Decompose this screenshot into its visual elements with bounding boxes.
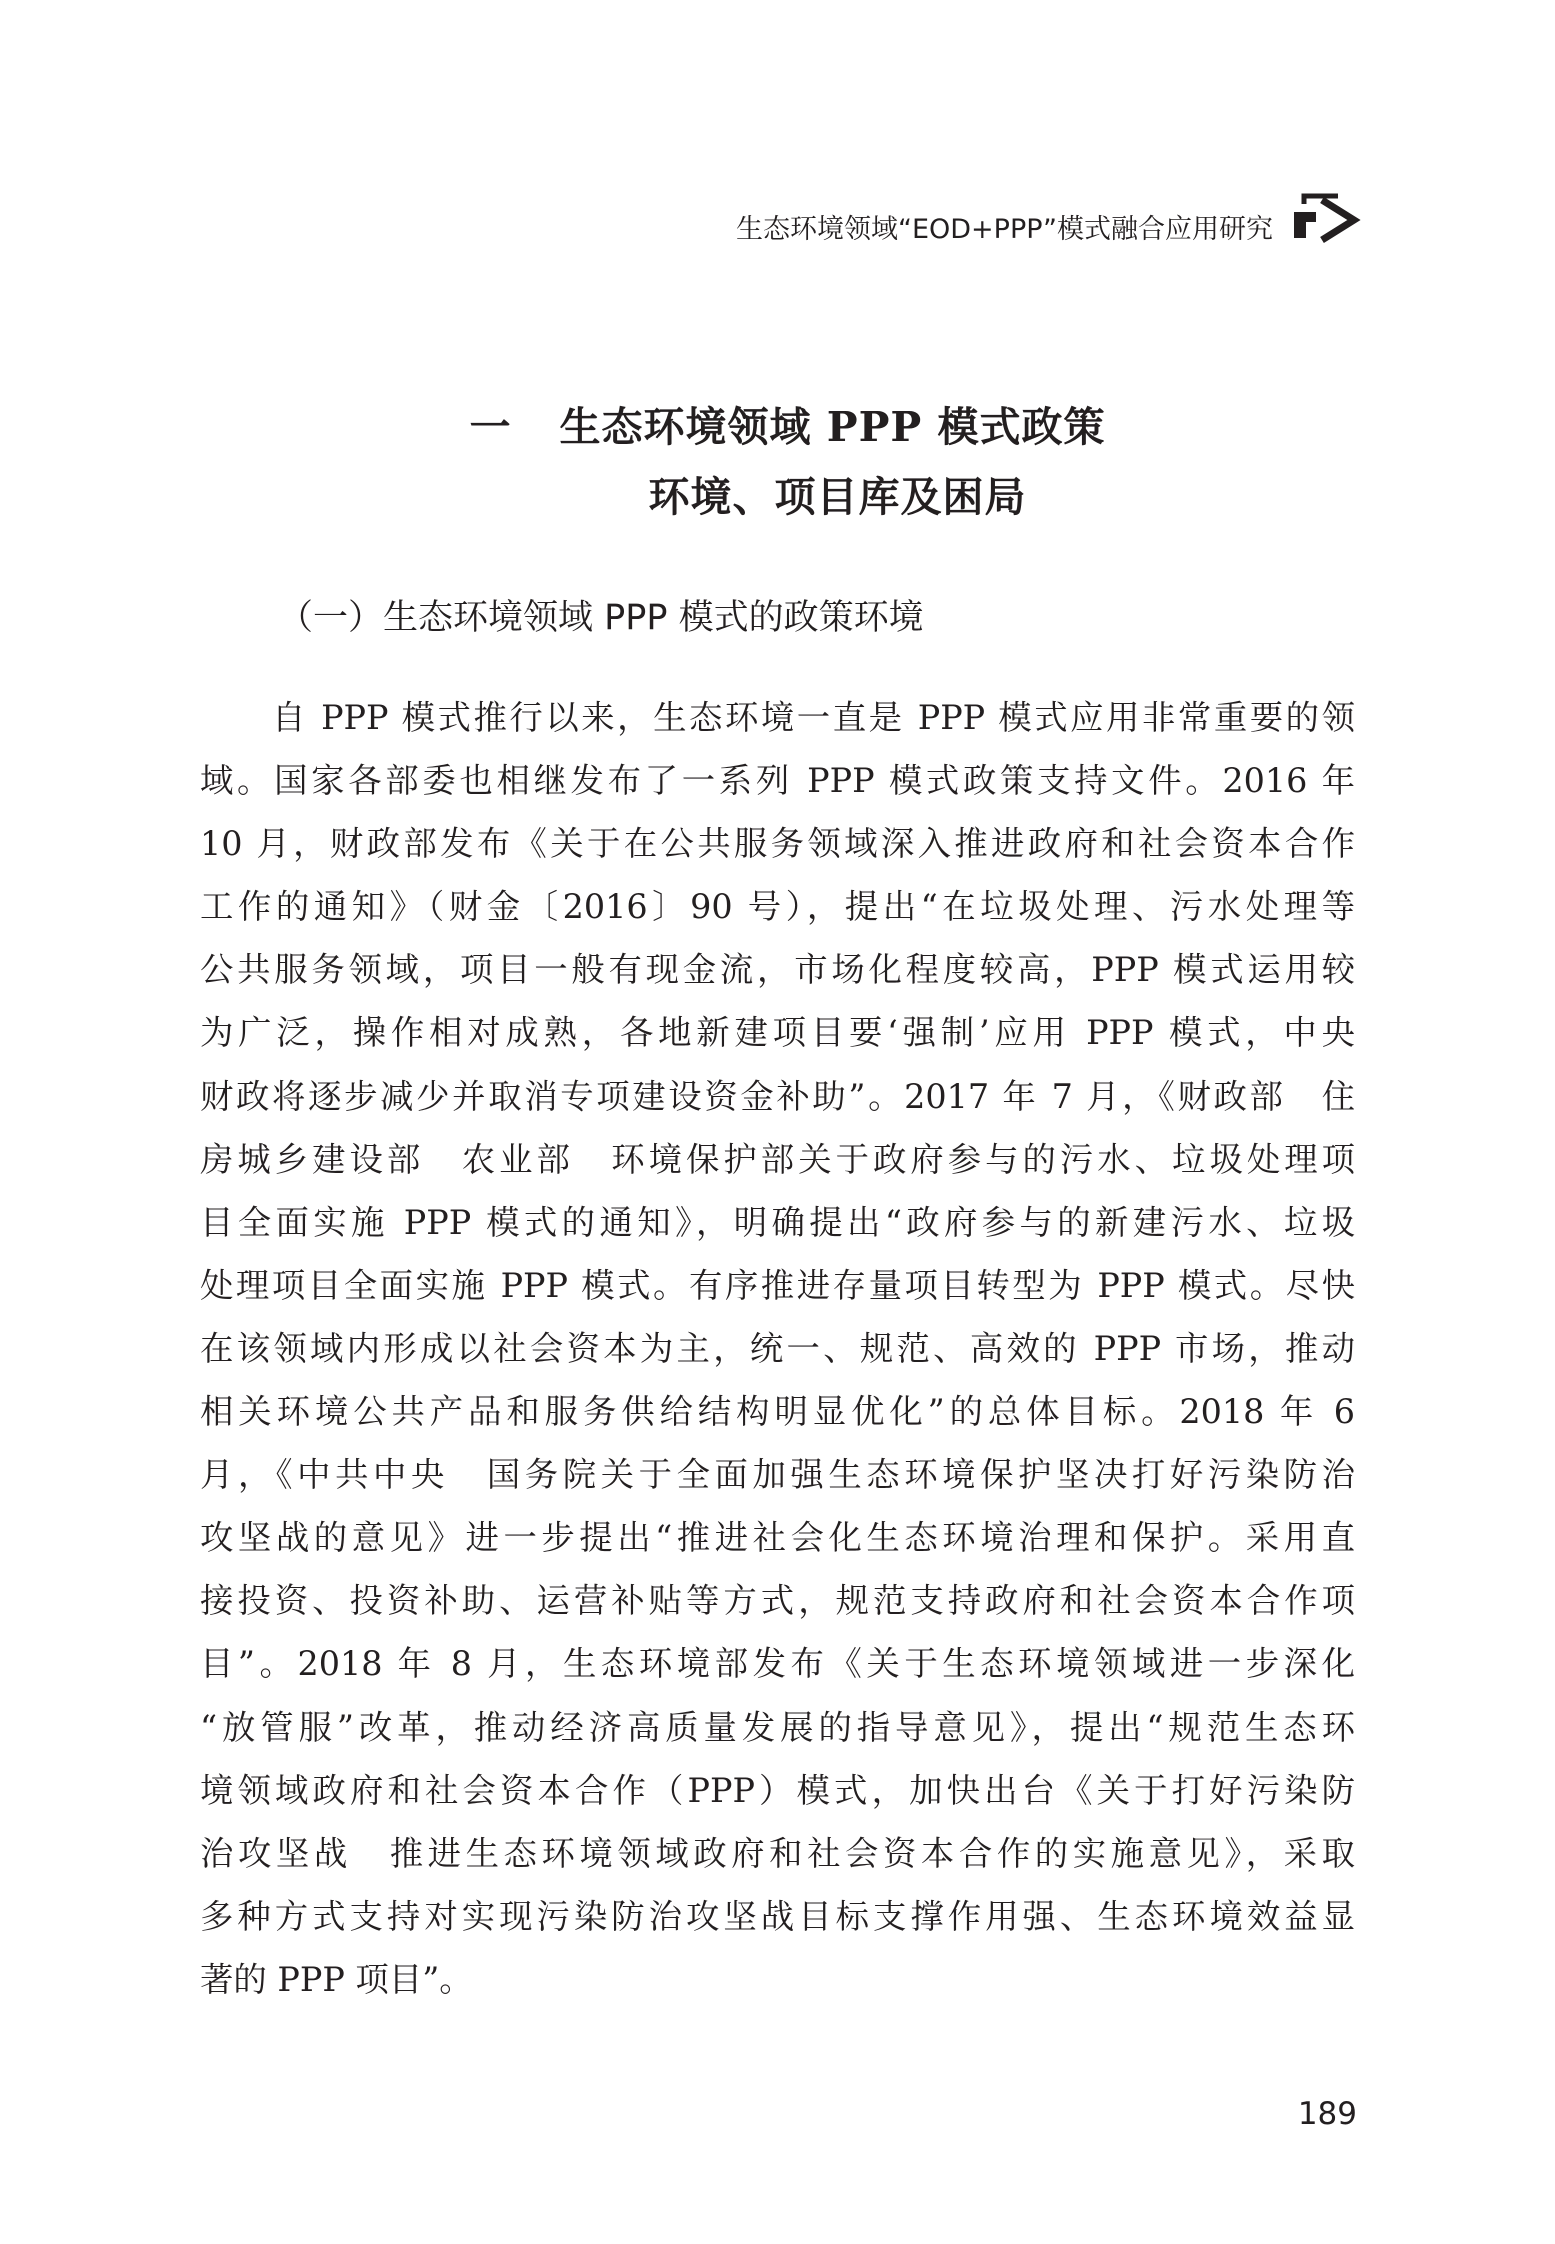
body-line: 著的 PPP 项目”。 [200,1959,473,1999]
body-line: 攻坚战的意见》进一步提出“推进社会化生态环境治理和保护。采用直 [200,1518,1355,1558]
running-header [736,204,1273,248]
chapter-title [0,392,1555,532]
body-line: 境领域政府和社会资本合作（PPP）模式，加快出台《关于打好污染防 [200,1770,1355,1810]
body-line: 房城乡建设部 农业部 环境保护部关于政府参与的污水、垃圾处理项 [200,1139,1355,1179]
body-line: 目”。2018 年 8 月，生态环境部发布《关于生态环境领域进一步深化 [200,1644,1355,1684]
body-line: 自 PPP 模式推行以来，生态环境一直是 PPP 模式应用非常重要的领 [272,698,1355,737]
body-paragraph [200,686,1355,2011]
section-heading: （一）生态环境领域 PPP 模式的政策环境 [278,598,924,638]
body-line: 治攻坚战 推进生态环境领域政府和社会资本合作的实施意见》，采取 [200,1833,1355,1873]
body-line: 工作的通知》（财金〔2016〕90 号），提出“在垃圾处理、污水处理等 [200,887,1355,927]
body-line: 域。国家各部委也相继发布了一系列 PPP 模式政策支持文件。2016 年 [200,761,1355,801]
body-line: 在该领域内形成以社会资本为主，统一、规范、高效的 PPP 市场，推动 [200,1328,1355,1368]
body-line: 相关环境公共产品和服务供给结构明显优化”的总体目标。2018 年 6 [200,1392,1355,1432]
chapter-title-line1 [0,392,1555,462]
page-number: 189 [1297,2096,1357,2132]
chapter-title-text-1: 生态环境领域 PPP 模式政策 [559,403,1106,451]
body-line: 月，《中共中央 国务院关于全面加强生态环境保护坚决打好污染防治 [200,1455,1355,1495]
body-line: 目全面实施 PPP 模式的通知》，明确提出“政府参与的新建污水、垃圾 [200,1202,1355,1242]
running-header-title: 生态环境领域“EOD+PPP”模式融合应用研究 [735,213,1273,245]
chapter-number: 一 [469,403,512,451]
body-line: 接投资、投资补助、运营补贴等方式，规范支持政府和社会资本合作项 [200,1581,1355,1621]
chapter-title-line2: 环境、项目库及困局 [648,473,1027,521]
body-line: 10 月，财政部发布《关于在公共服务领域深入推进政府和社会资本合作 [200,824,1355,864]
body-line: 为广泛，操作相对成熟，各地新建项目要‘强制’应用 PPP 模式，中央 [200,1013,1355,1053]
body-line: 公共服务领域，项目一般有现金流，市场化程度较高，PPP 模式运用较 [200,950,1355,990]
body-line: 财政将逐步减少并取消专项建设资金补助”。2017 年 7 月，《财政部 住 [200,1076,1355,1116]
body-line: 多种方式支持对实现污染防治攻坚战目标支撑作用强、生态环境效益显 [200,1896,1355,1936]
body-line: “放管服”改革，推动经济高质量发展的指导意见》，提出“规范生态环 [200,1707,1355,1747]
chapter-arrow-icon [1292,190,1364,250]
body-line: 处理项目全面实施 PPP 模式。有序推进存量项目转型为 PPP 模式。尽快 [200,1265,1355,1305]
